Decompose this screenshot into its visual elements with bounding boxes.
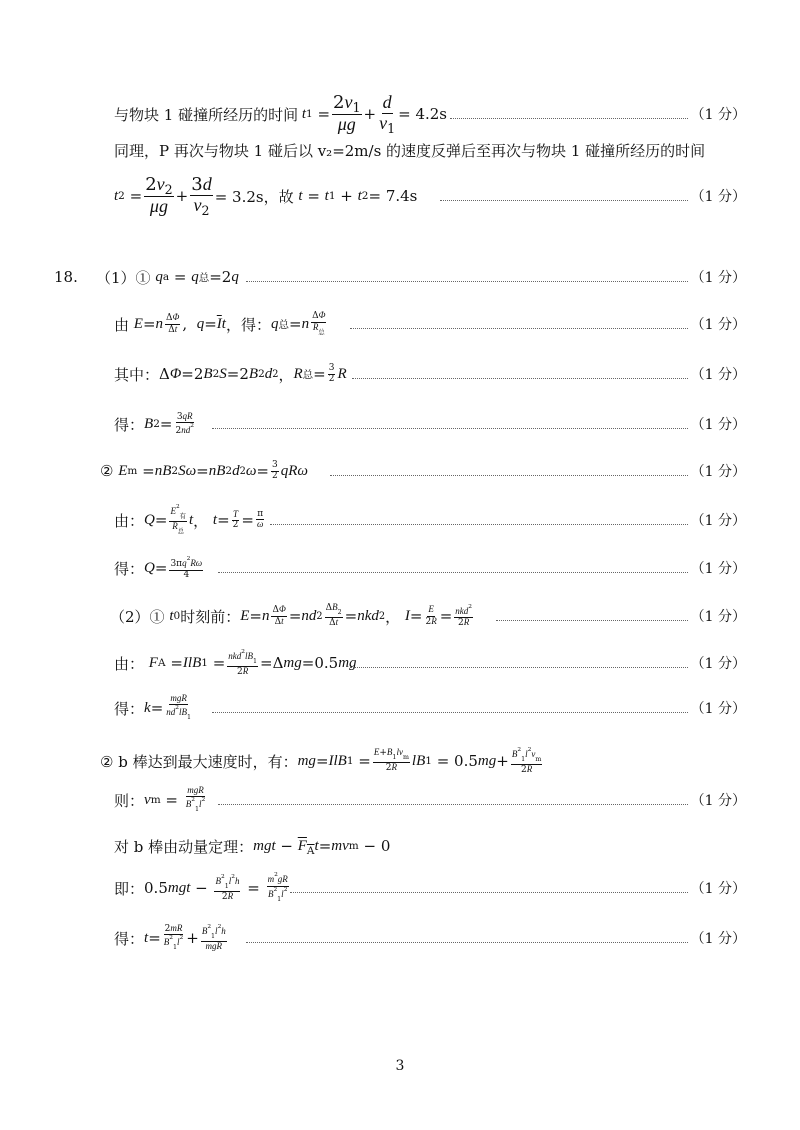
dot-leader <box>246 918 688 958</box>
score-label: （1 分） <box>690 464 746 480</box>
answer-line-10 <box>0 548 800 588</box>
answer-line-5 <box>0 304 800 344</box>
answer-line-11 <box>0 596 800 636</box>
score-label: （1 分） <box>690 881 746 897</box>
dot-leader <box>270 500 688 540</box>
dot-leader <box>218 780 688 820</box>
dot-leader <box>350 304 688 344</box>
answer-text-17: 即： 0.5 mgt − $\frac{B^2_1l^2h}{2R}$ = $\frac{m^2gR}{B^2_1l^2}$ <box>114 872 288 903</box>
answer-text-14: ② b 棒达到最大速度时，有： mg = IlB 1 = $\frac{E+B_1lv_m}{2R}$ lB 1 = 0.5 mg + $\frac{B^2_1l^2v_m}{2R}$ <box>100 746 542 775</box>
answer-line-13 <box>0 688 800 728</box>
score-label: （1 分） <box>690 701 746 717</box>
answer-text-1: 与物块 1 碰撞所经历的时间 t 1 = $\frac{2v_1}{\mu g}$ + $\frac{d}{v_1}$ = 4.2s <box>114 91 447 136</box>
answer-text-12: 由： F A = IlB 1 = $\frac{nkd^2lB_1}{2R}$ =Δ mg =0.5 mg <box>114 648 357 677</box>
score-label: （1 分） <box>690 270 746 286</box>
dot-leader <box>246 257 688 297</box>
answer-text-2: 同理，P 再次与物块 1 碰后以 v₂=2m/s 的速度反弹后至再次与物块 1 碰撞所经历的时间 <box>114 141 706 160</box>
dot-leader <box>212 688 688 728</box>
answer-text-13: 得： k = $\frac{\text{mgR}}{nd^2lB_1}$ <box>114 692 191 722</box>
score-label: （1 分） <box>690 656 746 672</box>
answer-text-8: ② E m = nB 2 Sω = nB 2 d 2 ω = $\frac{3}{2}$ qRω <box>100 460 308 481</box>
answer-line-7 <box>0 404 800 444</box>
score-label: （1 分） <box>690 417 746 433</box>
score-label: （1 分） <box>690 367 746 383</box>
answer-line-12 <box>0 643 800 683</box>
answer-text-15: 则： v m = $\frac{\text{mgR}}{B^2_1l^2}$ <box>114 784 206 814</box>
answer-text-7: 得： B 2 = $\frac{3qR}{2nd^2}$ <box>114 410 194 436</box>
answer-line-6 <box>0 354 800 394</box>
dot-leader <box>330 451 688 491</box>
page-number: 3 <box>395 1058 405 1074</box>
answer-line-16 <box>0 826 800 866</box>
answer-line-17 <box>0 868 800 908</box>
answer-line-1 <box>0 91 800 136</box>
answer-line-4 <box>0 257 800 297</box>
dot-leader <box>352 354 688 394</box>
answer-line-3 <box>0 173 800 218</box>
question-number: 18. <box>54 268 78 286</box>
answer-text-4: （1）① q a = q 总 =2 q <box>96 268 239 287</box>
score-label: （1 分） <box>690 931 746 947</box>
answer-text-18: 得： t = $\frac{2mR}{B^2_1l^2}$ + $\frac{B^2_1l^2h}{\text{mgR}}$ <box>114 922 226 952</box>
answer-text-5: 由 E = n $\frac{\Delta\Phi}{\Delta t}$ , q = $\overline{I}$ t ， 得： q 总 = n $\frac{\Delta\Phi}{R_总}$ <box>114 310 326 336</box>
answer-line-8 <box>0 451 800 491</box>
dot-leader <box>290 868 688 908</box>
answer-text-10: 得： Q = $\frac{3\pi q^2R\omega}{4}$ <box>114 556 203 580</box>
dot-leader <box>218 548 688 588</box>
score-label: （1 分） <box>690 793 746 809</box>
score-label: （1 分） <box>690 609 746 625</box>
answer-line-2 <box>0 130 800 170</box>
dot-leader <box>440 176 688 216</box>
score-label: （1 分） <box>690 513 746 529</box>
score-label: （1 分） <box>690 107 746 123</box>
score-label: （1 分） <box>690 189 746 205</box>
answer-line-18 <box>0 918 800 958</box>
answer-text-9: 由： Q = $\frac{E^2_有}{R_总}$ t ， t = $\frac{T}{2}$ = $\frac{\pi}{\omega}$ <box>114 504 264 535</box>
score-label: （1 分） <box>690 561 746 577</box>
answer-text-6: 其中： Δ Φ =2 B 2 S =2 B 2 d 2 ， R 总 = $\frac{3}{2}$ R <box>114 363 347 384</box>
answer-text-3: t 2 = $\frac{2v_2}{\mu g}$ + $\frac{3d}{v_2}$ = 3.2s，故 t = t 1 + t 2 = 7.4s <box>114 173 418 218</box>
answer-line-14 <box>0 741 800 781</box>
answer-line-15 <box>0 780 800 820</box>
answer-text-16: 对 b 棒由动量定理： mgt − $F_A$ t = mv m − 0 <box>114 837 391 857</box>
answer-line-9 <box>0 500 800 540</box>
score-label: （1 分） <box>690 317 746 333</box>
dot-leader <box>212 404 688 444</box>
answer-text-11: （2）① t 0 时刻前： E = n $\frac{\Delta\Phi}{\Delta t}$ = nd 2 $\frac{\Delta B_2}{\Delta t}$ = nkd 2 ， I = $\frac{E}{2R}$ = $\frac{nkd^2}{2R}$ <box>110 602 472 629</box>
dot-leader <box>450 94 688 134</box>
dot-leader <box>350 643 688 683</box>
dot-leader <box>496 596 688 636</box>
